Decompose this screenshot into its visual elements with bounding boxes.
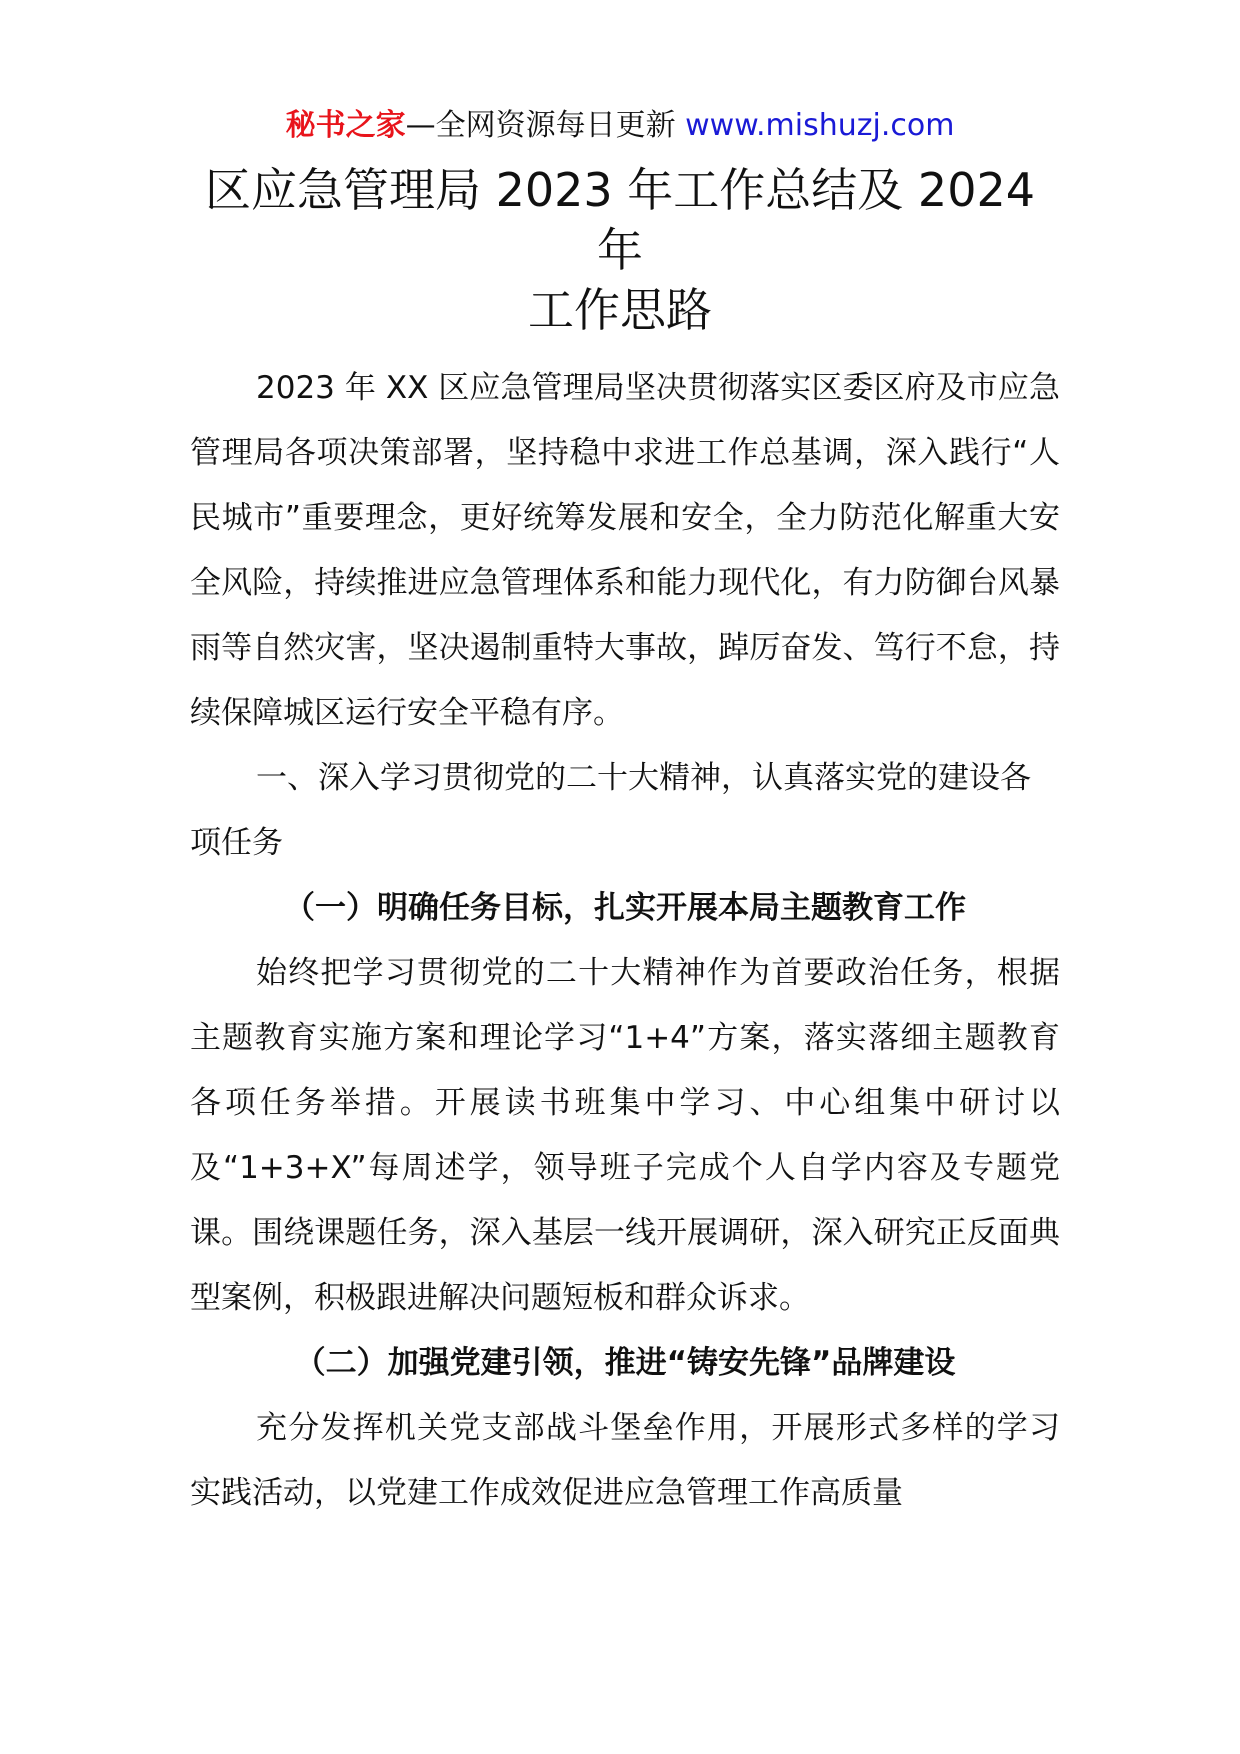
- title-line-2: 年: [597, 223, 643, 277]
- subsection-2-paragraph: 充分发挥机关党支部战斗堡垒作用，开展形式多样的学习实践活动，以党建工作成效促进应急管理工作高质量: [190, 1410, 1060, 1511]
- title-line-1: 区应急管理局 2023 年工作总结及 2024: [205, 163, 1035, 217]
- site-tagline: —全网资源每日更新: [405, 108, 686, 143]
- site-brand: 秘书之家: [285, 108, 406, 143]
- site-header: [0, 104, 1240, 148]
- subsection-2-heading: （二）加强党建引领，推进“铸安先锋”品牌建设: [294, 1345, 956, 1381]
- document-title: [200, 160, 1040, 340]
- intro-paragraph: 2023 年 XX 区应急管理局坚决贯彻落实区委区府及市应急管理局各项决策部署，坚持稳中求进工作总基调，深入践行“人民城市”重要理念，更好统筹发展和安全，全力防范化解重大安全风险，持续推进应急管理体系和能力现代化，有力防御台风暴雨等自然灾害，坚决遏制重特大事故，踔厉奋发、笃行不怠，持续保障城区运行安全平稳有序。: [190, 370, 1060, 731]
- section-1-heading: 一、深入学习贯彻党的二十大精神，认真落实党的建设各项任务: [190, 760, 1031, 861]
- title-line-3: 工作思路: [528, 283, 712, 337]
- document-body: [190, 356, 1060, 1526]
- subsection-1-paragraph: 始终把学习贯彻党的二十大精神作为首要政治任务，根据主题教育实施方案和理论学习“1+4”方案，落实落细主题教育各项任务举措。开展读书班集中学习、中心组集中研讨以及“1+3+X”每周述学，领导班子完成个人自学内容及专题党课。围绕课题任务，深入基层一线开展调研，深入研究正反面典型案例，积极跟进解决问题短板和群众诉求。: [190, 955, 1060, 1316]
- site-url-link[interactable]: www.mishuzj.com: [685, 108, 955, 143]
- subsection-1-heading: （一）明确任务目标，扎实开展本局主题教育工作: [284, 890, 966, 926]
